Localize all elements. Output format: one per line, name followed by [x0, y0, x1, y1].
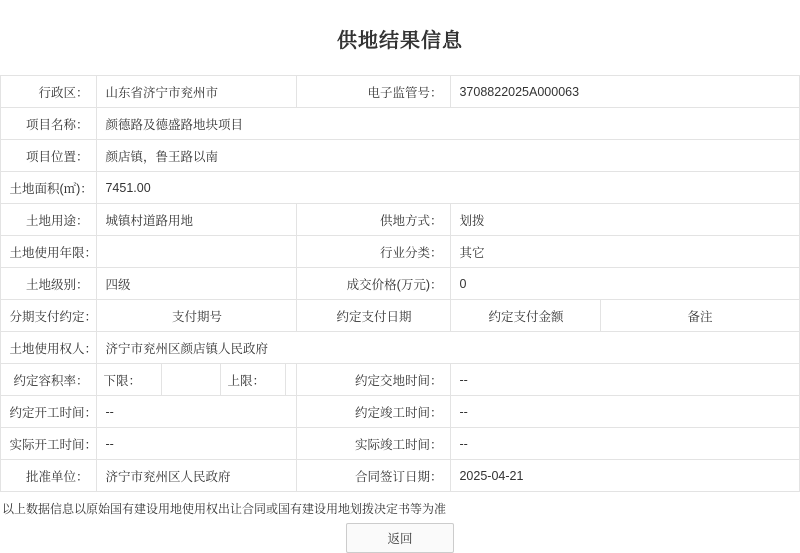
far-lower-label: 下限： — [97, 364, 162, 395]
footer-note: 以上数据信息以原始国有建设用地使用权出让合同或国有建设用地划拨决定书等为准 — [2, 502, 447, 516]
land-use-label: 土地用途： — [1, 204, 97, 236]
land-area-label: 土地面积(㎡)： — [1, 172, 97, 204]
supervision-value: 3708822025A000063 — [451, 76, 799, 108]
installment-label: 分期支付约定： — [1, 300, 97, 332]
owner-value: 济宁市兖州区颜店镇人民政府 — [97, 332, 799, 364]
land-grade-label: 土地级别： — [1, 268, 97, 300]
owner-label: 土地使用权人： — [1, 332, 97, 364]
land-use-value: 城镇村道路用地 — [97, 204, 297, 236]
finish-agreed-label: 约定竣工时间： — [297, 396, 451, 428]
approver-label: 批准单位： — [1, 460, 97, 492]
project-name-value: 颜德路及德盛路地块项目 — [97, 108, 799, 140]
supervision-label: 电子监管号： — [297, 76, 451, 108]
footer-button-row — [0, 517, 800, 553]
far-label: 约定容积率： — [1, 364, 97, 396]
project-location-value: 颜店镇，鲁王路以南 — [97, 140, 799, 172]
table-row — [1, 396, 799, 428]
industry-label: 行业分类： — [297, 236, 451, 268]
handover-label: 约定交地时间： — [297, 364, 451, 396]
supply-mode-label: 供地方式： — [297, 204, 451, 236]
use-years-value — [97, 236, 297, 268]
table-row — [1, 460, 799, 492]
table-row — [1, 204, 799, 236]
deal-price-label: 成交价格(万元)： — [297, 268, 451, 300]
start-actual-value: -- — [97, 428, 297, 460]
land-area-value: 7451.00 — [97, 172, 799, 204]
back-button[interactable]: 返回 — [346, 523, 454, 553]
district-label: 行政区： — [1, 76, 97, 108]
industry-value: 其它 — [451, 236, 799, 268]
installment-remark-header: 备注 — [601, 300, 799, 332]
far-upper-value — [286, 364, 297, 395]
installment-amount-header: 约定支付金额 — [451, 300, 601, 332]
district-value: 山东省济宁市兖州市 — [97, 76, 297, 108]
table-row — [1, 332, 799, 364]
start-actual-label: 实际开工时间： — [1, 428, 97, 460]
table-row — [1, 108, 799, 140]
far-upper-label: 上限： — [221, 364, 286, 395]
table-row — [1, 268, 799, 300]
page-title: 供地结果信息 — [337, 30, 463, 52]
approver-value: 济宁市兖州区人民政府 — [97, 460, 297, 492]
project-name-label: 项目名称： — [1, 108, 97, 140]
supply-mode-value: 划拨 — [451, 204, 799, 236]
start-agreed-label: 约定开工时间： — [1, 396, 97, 428]
table-row — [1, 364, 799, 396]
use-years-label: 土地使用年限： — [1, 236, 97, 268]
table-row — [1, 172, 799, 204]
land-supply-info-table — [0, 75, 799, 492]
finish-actual-label: 实际竣工时间： — [297, 428, 451, 460]
table-row — [1, 236, 799, 268]
project-location-label: 项目位置： — [1, 140, 97, 172]
start-agreed-value: -- — [97, 396, 297, 428]
table-row — [1, 428, 799, 460]
table-row — [1, 76, 799, 108]
installment-no-header: 支付期号 — [97, 300, 297, 332]
finish-actual-value: -- — [451, 428, 799, 460]
far-limits-cell — [97, 364, 297, 396]
finish-agreed-value: -- — [451, 396, 799, 428]
installment-header-row — [1, 300, 799, 332]
land-grade-value: 四级 — [97, 268, 297, 300]
contract-date-value: 2025-04-21 — [451, 460, 799, 492]
handover-value: -- — [451, 364, 799, 396]
installment-date-header: 约定支付日期 — [297, 300, 451, 332]
far-lower-value — [162, 364, 221, 395]
contract-date-label: 合同签订日期： — [297, 460, 451, 492]
deal-price-value: 0 — [451, 268, 799, 300]
table-row — [1, 140, 799, 172]
